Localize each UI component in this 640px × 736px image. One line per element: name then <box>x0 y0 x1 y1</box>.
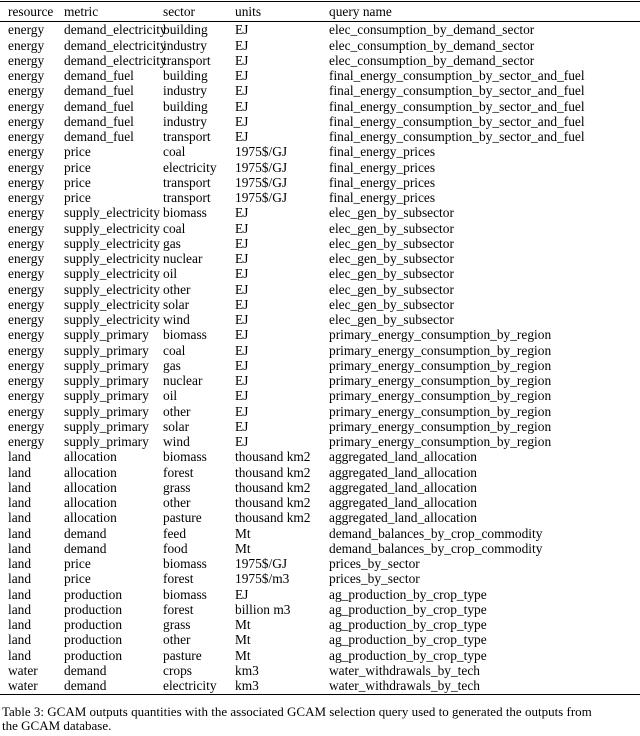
cell-metric: allocation <box>64 449 117 465</box>
cell-metric: allocation <box>64 510 117 526</box>
cell-units: EJ <box>235 22 249 38</box>
cell-sector: oil <box>163 388 178 404</box>
cell-query-name: primary_energy_consumption_by_region <box>329 327 552 343</box>
table-row <box>0 175 640 190</box>
table-row <box>0 99 640 114</box>
gcam-outputs-table <box>0 1 640 695</box>
cell-units: EJ <box>235 52 249 68</box>
cell-units: EJ <box>235 266 249 282</box>
cell-units: 1975$/GJ <box>235 556 288 571</box>
cell-metric: demand_fuel <box>64 129 134 144</box>
cell-query-name: primary_energy_consumption_by_region <box>329 373 552 388</box>
cell-resource: energy <box>8 22 45 38</box>
cell-resource: energy <box>8 357 45 373</box>
table-row <box>0 632 640 647</box>
cell-query-name: primary_energy_consumption_by_region <box>329 357 552 373</box>
cell-metric: demand_fuel <box>64 113 134 129</box>
table-row <box>0 343 640 358</box>
table-row <box>0 38 640 53</box>
cell-sector: industry <box>163 113 207 129</box>
cell-query-name: water_withdrawals_by_tech <box>329 678 640 695</box>
cell-metric: supply_electricity <box>64 220 160 236</box>
cell-metric: supply_primary <box>64 373 149 388</box>
cell-units: EJ <box>235 403 249 419</box>
cell-resource: energy <box>8 129 45 144</box>
table-row <box>0 663 640 678</box>
cell-query-name: primary_energy_consumption_by_region <box>329 388 552 404</box>
cell-units: EJ <box>235 373 249 388</box>
cell-sector: biomass <box>163 205 207 221</box>
cell-resource: energy <box>8 68 45 83</box>
table-row <box>0 541 640 556</box>
header-metric: metric <box>64 2 163 22</box>
cell-sector: oil <box>163 266 178 282</box>
cell-sector: forest <box>163 464 194 480</box>
cell-resource: energy <box>8 434 45 449</box>
cell-resource: energy <box>8 159 45 175</box>
cell-units: EJ <box>235 235 249 251</box>
cell-resource: land <box>8 571 32 587</box>
cell-query-name: aggregated_land_allocation <box>329 449 477 465</box>
cell-resource: energy <box>8 296 45 312</box>
cell-units: EJ <box>235 586 249 602</box>
cell-sector: grass <box>163 617 191 632</box>
cell-metric: price <box>64 571 91 587</box>
cell-units: 1975$/m3 <box>235 571 290 587</box>
cell-sector: other <box>163 281 191 297</box>
cell-sector: gas <box>163 235 181 251</box>
cell-units: EJ <box>235 68 249 83</box>
cell-sector: transport <box>163 129 211 144</box>
cell-sector: solar <box>163 418 190 434</box>
cell-query-name: ag_production_by_crop_type <box>329 647 487 663</box>
table-row <box>0 312 640 327</box>
cell-resource: land <box>8 556 32 571</box>
cell-resource: land <box>8 449 32 465</box>
cell-query-name: elec_gen_by_subsector <box>329 205 454 221</box>
cell-metric: supply_primary <box>64 418 149 434</box>
cell-resource: energy <box>8 251 45 266</box>
cell-sector: food <box>163 540 188 556</box>
cell-resource: energy <box>8 52 45 68</box>
table-row <box>0 83 640 98</box>
table-row <box>0 678 640 695</box>
table-row <box>0 388 640 403</box>
cell-sector: feed <box>163 525 187 541</box>
cell-metric: demand <box>64 662 107 678</box>
table-row <box>0 404 640 419</box>
cell-query-name: ag_production_by_crop_type <box>329 586 487 602</box>
cell-sector: transport <box>163 174 211 190</box>
cell-sector: biomass <box>163 556 207 571</box>
cell-resource: energy <box>8 205 45 221</box>
table-row <box>0 526 640 541</box>
table-row <box>0 358 640 373</box>
cell-query-name: elec_gen_by_subsector <box>329 220 454 236</box>
cell-query-name: ag_production_by_crop_type <box>329 632 487 648</box>
cell-metric: supply_electricity <box>64 266 160 282</box>
cell-metric: demand <box>64 525 107 541</box>
cell-metric: supply_primary <box>64 357 149 373</box>
cell-metric: production <box>64 617 123 632</box>
cell-metric: demand_fuel <box>64 83 134 99</box>
cell-metric: demand <box>64 678 163 695</box>
cell-sector: building <box>163 98 208 114</box>
table-row <box>0 160 640 175</box>
cell-metric: supply_electricity <box>64 312 160 327</box>
cell-sector: transport <box>163 190 211 205</box>
cell-units: EJ <box>235 220 249 236</box>
cell-resource: energy <box>8 37 45 53</box>
cell-units: EJ <box>235 129 249 144</box>
cell-query-name: demand_balances_by_crop_commodity <box>329 540 543 556</box>
cell-metric: price <box>64 174 91 190</box>
cell-sector: pasture <box>163 510 202 526</box>
cell-query-name: final_energy_prices <box>329 174 436 190</box>
cell-metric: supply_electricity <box>64 281 160 297</box>
cell-metric: price <box>64 556 91 571</box>
cell-metric: supply_primary <box>64 403 149 419</box>
table-row <box>0 205 640 220</box>
cell-query-name: primary_energy_consumption_by_region <box>329 403 552 419</box>
cell-query-name: prices_by_sector <box>329 556 420 571</box>
cell-sector: transport <box>163 52 211 68</box>
cell-resource: land <box>8 647 32 663</box>
cell-metric: price <box>64 144 91 160</box>
cell-units: thousand km2 <box>235 479 311 495</box>
table-row <box>0 480 640 495</box>
header-units: units <box>235 2 329 22</box>
cell-resource: energy <box>8 83 45 99</box>
cell-query-name: final_energy_consumption_by_sector_and_fuel <box>329 68 585 83</box>
cell-sector: biomass <box>163 449 207 465</box>
table-row <box>0 617 640 632</box>
cell-metric: production <box>64 586 123 602</box>
table-row <box>0 221 640 236</box>
cell-resource: land <box>8 586 32 602</box>
cell-units: EJ <box>235 434 249 449</box>
cell-metric: demand_electricity <box>64 52 167 68</box>
cell-units: 1975$/GJ <box>235 159 288 175</box>
cell-units: EJ <box>235 37 249 53</box>
cell-query-name: elec_gen_by_subsector <box>329 266 454 282</box>
cell-units: km3 <box>235 662 259 678</box>
cell-resource: water <box>0 678 64 695</box>
cell-sector: nuclear <box>163 373 203 388</box>
cell-metric: supply_primary <box>64 327 149 343</box>
cell-sector: other <box>163 632 191 648</box>
table-row <box>0 648 640 663</box>
cell-resource: energy <box>8 388 45 404</box>
cell-query-name: elec_consumption_by_demand_sector <box>329 52 535 68</box>
cell-resource: water <box>8 662 38 678</box>
cell-metric: allocation <box>64 464 117 480</box>
cell-sector: building <box>163 22 208 38</box>
cell-metric: production <box>64 632 123 648</box>
cell-sector: building <box>163 68 208 83</box>
cell-sector: electricity <box>163 159 217 175</box>
cell-units: EJ <box>235 205 249 221</box>
cell-metric: production <box>64 601 123 617</box>
cell-query-name: final_energy_prices <box>329 190 436 205</box>
table-row <box>0 190 640 205</box>
cell-metric: supply_primary <box>64 342 149 358</box>
cell-resource: energy <box>8 190 45 205</box>
cell-sector: electricity <box>163 678 235 695</box>
cell-sector: other <box>163 495 191 510</box>
cell-sector: pasture <box>163 647 202 663</box>
table-row <box>0 602 640 617</box>
cell-resource: energy <box>8 113 45 129</box>
cell-units: Mt <box>235 632 251 648</box>
table-row <box>0 22 640 38</box>
table-row <box>0 571 640 586</box>
cell-sector: forest <box>163 571 194 587</box>
cell-query-name: final_energy_consumption_by_sector_and_fuel <box>329 129 585 144</box>
cell-query-name: primary_energy_consumption_by_region <box>329 434 552 449</box>
header-resource: resource <box>0 2 64 22</box>
cell-resource: land <box>8 632 32 648</box>
cell-sector: biomass <box>163 327 207 343</box>
cell-units: EJ <box>235 327 249 343</box>
cell-metric: price <box>64 190 91 205</box>
cell-metric: supply_electricity <box>64 235 160 251</box>
table-caption: Table 3: GCAM outputs quantities with the associated GCAM selection query used to generated the outputs from the GCAM database. <box>2 704 592 733</box>
table-row <box>0 419 640 434</box>
cell-units: EJ <box>235 418 249 434</box>
cell-resource: energy <box>8 235 45 251</box>
cell-units: Mt <box>235 647 251 663</box>
header-query-name: query name <box>329 2 640 22</box>
table-row <box>0 373 640 388</box>
cell-units: EJ <box>235 312 249 327</box>
cell-sector: wind <box>163 312 190 327</box>
cell-sector: grass <box>163 479 191 495</box>
cell-units: EJ <box>235 296 249 312</box>
cell-query-name: water_withdrawals_by_tech <box>329 662 480 678</box>
cell-query-name: aggregated_land_allocation <box>329 510 477 526</box>
table-row <box>0 510 640 525</box>
table-row <box>0 434 640 449</box>
cell-units: EJ <box>235 281 249 297</box>
cell-units: EJ <box>235 83 249 99</box>
table-body <box>0 22 640 695</box>
cell-metric: demand_electricity <box>64 22 167 38</box>
table-row <box>0 449 640 464</box>
cell-metric: supply_electricity <box>64 205 160 221</box>
cell-query-name: final_energy_consumption_by_sector_and_fuel <box>329 83 585 99</box>
cell-query-name: ag_production_by_crop_type <box>329 601 487 617</box>
cell-resource: land <box>8 510 32 526</box>
cell-sector: industry <box>163 37 207 53</box>
cell-sector: wind <box>163 434 190 449</box>
cell-units: EJ <box>235 98 249 114</box>
cell-sector: other <box>163 403 191 419</box>
table-row <box>0 266 640 281</box>
cell-resource: land <box>8 540 32 556</box>
table-row <box>0 53 640 68</box>
cell-resource: energy <box>8 174 45 190</box>
cell-query-name: aggregated_land_allocation <box>329 495 477 510</box>
cell-query-name: primary_energy_consumption_by_region <box>329 418 552 434</box>
cell-resource: land <box>8 617 32 632</box>
table-row <box>0 68 640 83</box>
cell-resource: land <box>8 525 32 541</box>
cell-metric: allocation <box>64 479 117 495</box>
cell-sector: gas <box>163 357 181 373</box>
cell-units: Mt <box>235 540 251 556</box>
cell-sector: nuclear <box>163 251 203 266</box>
table-row <box>0 282 640 297</box>
table-row <box>0 114 640 129</box>
table-header-row <box>0 2 640 22</box>
cell-resource: energy <box>8 403 45 419</box>
cell-resource: energy <box>8 98 45 114</box>
cell-query-name: aggregated_land_allocation <box>329 464 477 480</box>
cell-query-name: elec_gen_by_subsector <box>329 251 454 266</box>
cell-resource: land <box>8 601 32 617</box>
cell-query-name: ag_production_by_crop_type <box>329 617 487 632</box>
cell-sector: forest <box>163 601 194 617</box>
cell-sector: coal <box>163 144 186 160</box>
cell-metric: supply_electricity <box>64 251 160 266</box>
cell-query-name: elec_gen_by_subsector <box>329 281 454 297</box>
cell-query-name: final_energy_prices <box>329 159 436 175</box>
cell-units: EJ <box>235 357 249 373</box>
cell-metric: supply_primary <box>64 388 149 404</box>
cell-query-name: elec_gen_by_subsector <box>329 296 454 312</box>
cell-metric: supply_primary <box>64 434 149 449</box>
cell-query-name: final_energy_consumption_by_sector_and_fuel <box>329 98 585 114</box>
cell-units: Mt <box>235 525 251 541</box>
cell-query-name: primary_energy_consumption_by_region <box>329 342 552 358</box>
table-row <box>0 251 640 266</box>
cell-units: EJ <box>235 388 249 404</box>
cell-query-name: elec_consumption_by_demand_sector <box>329 22 535 38</box>
cell-resource: energy <box>8 266 45 282</box>
cell-metric: demand_electricity <box>64 37 167 53</box>
cell-units: km3 <box>235 678 329 695</box>
cell-units: thousand km2 <box>235 495 311 510</box>
cell-units: 1975$/GJ <box>235 190 288 205</box>
table-row <box>0 556 640 571</box>
cell-query-name: prices_by_sector <box>329 571 420 587</box>
cell-resource: energy <box>8 281 45 297</box>
cell-metric: production <box>64 647 123 663</box>
cell-resource: energy <box>8 220 45 236</box>
cell-metric: demand <box>64 540 107 556</box>
cell-sector: crops <box>163 662 193 678</box>
cell-sector: coal <box>163 342 186 358</box>
table-row <box>0 495 640 510</box>
table-row <box>0 327 640 342</box>
cell-resource: land <box>8 464 32 480</box>
table-row <box>0 587 640 602</box>
table-row <box>0 129 640 144</box>
cell-sector: solar <box>163 296 190 312</box>
cell-resource: energy <box>8 418 45 434</box>
cell-resource: energy <box>8 312 45 327</box>
cell-units: Mt <box>235 617 251 632</box>
cell-units: thousand km2 <box>235 449 311 465</box>
table-container <box>0 1 640 695</box>
cell-resource: land <box>8 495 32 510</box>
cell-sector: biomass <box>163 586 207 602</box>
cell-query-name: elec_gen_by_subsector <box>329 312 454 327</box>
cell-metric: demand_fuel <box>64 98 134 114</box>
table-row <box>0 144 640 159</box>
cell-units: 1975$/GJ <box>235 144 288 160</box>
table-row <box>0 465 640 480</box>
cell-resource: energy <box>8 342 45 358</box>
cell-metric: demand_fuel <box>64 68 134 83</box>
cell-units: EJ <box>235 113 249 129</box>
cell-query-name: final_energy_prices <box>329 144 436 160</box>
cell-resource: energy <box>8 144 45 160</box>
cell-units: EJ <box>235 342 249 358</box>
cell-units: 1975$/GJ <box>235 174 288 190</box>
cell-sector: industry <box>163 83 207 99</box>
table-row <box>0 236 640 251</box>
cell-resource: energy <box>8 327 45 343</box>
table-row <box>0 297 640 312</box>
cell-query-name: demand_balances_by_crop_commodity <box>329 525 543 541</box>
cell-query-name: aggregated_land_allocation <box>329 479 477 495</box>
header-sector: sector <box>163 2 235 22</box>
cell-metric: allocation <box>64 495 117 510</box>
cell-sector: coal <box>163 220 186 236</box>
cell-units: thousand km2 <box>235 510 311 526</box>
cell-units: EJ <box>235 251 249 266</box>
cell-query-name: elec_gen_by_subsector <box>329 235 454 251</box>
cell-resource: land <box>8 479 32 495</box>
cell-units: billion m3 <box>235 601 291 617</box>
cell-units: thousand km2 <box>235 464 311 480</box>
cell-query-name: final_energy_consumption_by_sector_and_fuel <box>329 113 585 129</box>
cell-metric: supply_electricity <box>64 296 160 312</box>
cell-metric: price <box>64 159 91 175</box>
cell-resource: energy <box>8 373 45 388</box>
cell-query-name: elec_consumption_by_demand_sector <box>329 37 535 53</box>
